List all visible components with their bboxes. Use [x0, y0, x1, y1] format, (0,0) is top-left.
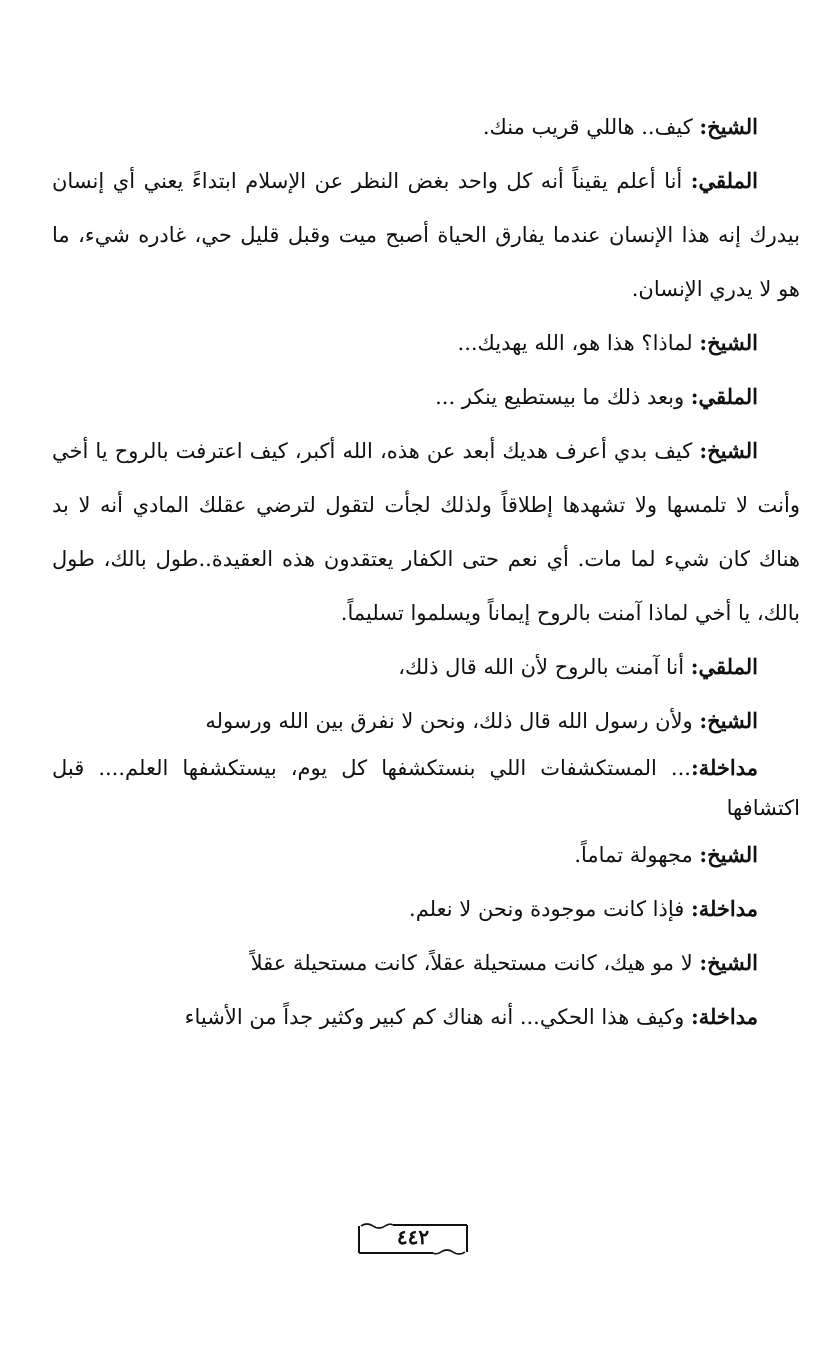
paragraph-text: فإذا كانت موجودة ونحن لا نعلم.	[409, 897, 691, 921]
paragraph	[52, 936, 800, 990]
speaker-label: الشيخ:	[699, 708, 758, 733]
paragraph	[52, 316, 800, 370]
page-number-frame	[357, 1222, 469, 1256]
paragraph-text: لا مو هيك، كانت مستحيلة عقلاً، كانت مستحيلة عقلاً	[250, 951, 700, 975]
speaker-label: مداخلة:	[690, 1004, 758, 1029]
paragraph-text: وبعد ذلك ما بيستطيع ينكر ...	[435, 385, 691, 409]
speaker-label: الملقي:	[690, 168, 758, 193]
paragraph-text: وكيف هذا الحكي... أنه هناك كم كبير وكثير جداً من الأشياء	[184, 1005, 691, 1029]
speaker-label: مداخلة:	[690, 755, 758, 780]
speaker-label: الشيخ:	[699, 114, 758, 139]
speaker-label: الشيخ:	[699, 330, 758, 355]
page-number: ٤٤٢	[396, 1225, 430, 1249]
paragraph-text: أنا آمنت بالروح لأن الله قال ذلك،	[398, 655, 691, 679]
paragraph	[52, 424, 800, 640]
paragraph	[52, 748, 800, 828]
paragraph-text: مجهولة تماماً.	[574, 843, 700, 867]
speaker-label: الملقي:	[690, 384, 758, 409]
paragraph	[52, 990, 800, 1044]
speaker-label: الشيخ:	[699, 950, 758, 975]
speaker-label: الملقي:	[690, 654, 758, 679]
speaker-label: مداخلة:	[690, 896, 758, 921]
paragraph	[52, 154, 800, 316]
paragraph	[52, 370, 800, 424]
paragraph-text: ... المستكشفات اللي بنستكشفها كل يوم، بيستكشفها العلم.... قبل اكتشافها	[52, 756, 800, 820]
paragraph	[52, 694, 800, 748]
paragraph	[52, 828, 800, 882]
paragraph-text: كيف بدي أعرف هديك أبعد عن هذه، الله أكبر، كيف اعترفت بالروح يا أخي وأنت لا تلمسها ولا تشهدها إطلاقاً ولذلك لجأت لتقول لترضي عقلك المادي أنه لا بد هناك كان شيء لما مات. أي نعم حتى الكفار يعتقدون هذه العقيدة..طول بالك، طول بالك، يا أخي لماذا آمنت بالروح إيماناً ويسلموا تسليماً.	[52, 439, 800, 625]
speaker-label: الشيخ:	[699, 842, 758, 867]
paragraph	[52, 882, 800, 936]
paragraph-text: كيف.. هاللي قريب منك.	[482, 115, 700, 139]
paragraph-text: أنا أعلم يقيناً أنه كل واحد بغض النظر عن الإسلام ابتداءً يعني أي إنسان بيدرك إنه هذا الإنسان عندما يفارق الحياة أصبح ميت وقبل قليل حي، غادره شيء، ما هو لا يدري الإنسان.	[52, 169, 800, 301]
paragraph	[52, 100, 800, 154]
paragraph-text: ولأن رسول الله قال ذلك، ونحن لا نفرق بين الله ورسوله	[205, 709, 700, 733]
page-body	[52, 100, 800, 1044]
speaker-label: الشيخ:	[699, 438, 758, 463]
paragraph-text: لماذا؟ هذا هو، الله يهديك...	[457, 331, 700, 355]
paragraph	[52, 640, 800, 694]
